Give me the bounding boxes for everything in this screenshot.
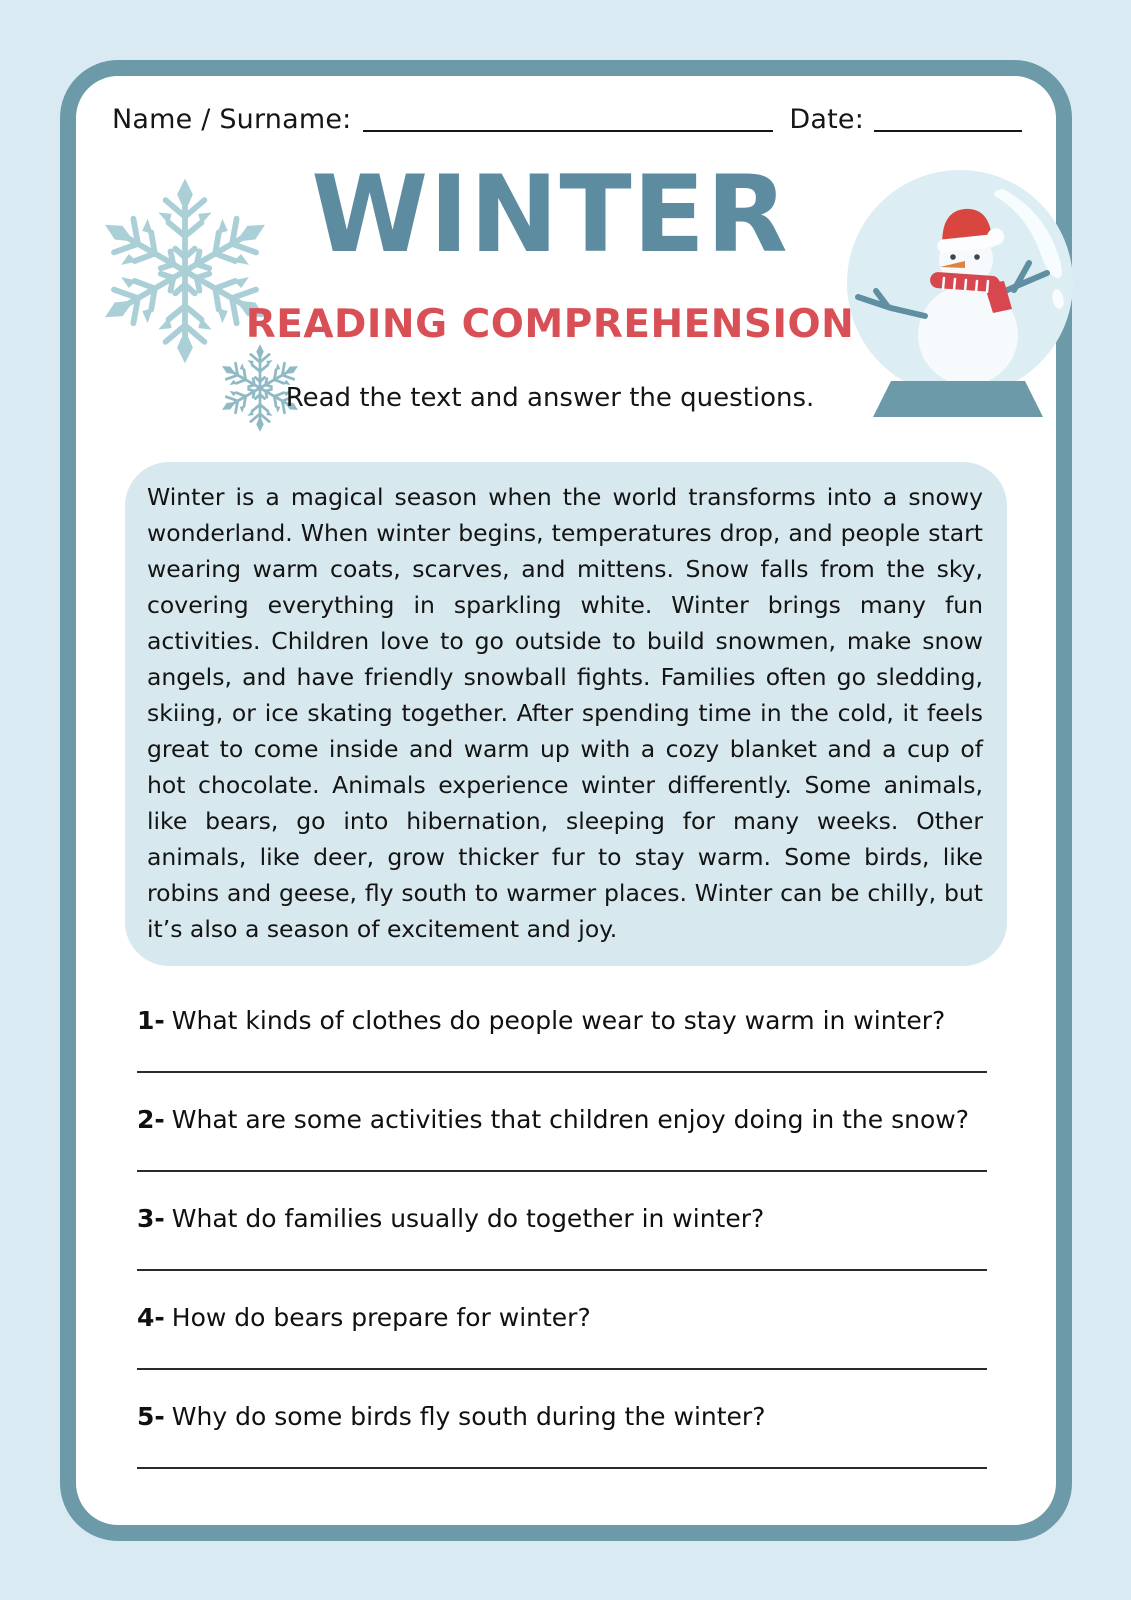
question-number: 4- <box>137 1303 165 1332</box>
question-number: 5- <box>137 1402 165 1431</box>
snow-globe-illustration <box>845 167 1077 419</box>
passage-text: Winter is a magical season when the world transforms into a snowy wonderland. When winter begins, temperatures drop, and people start wearing warm coats, scarves, and mittens. Snow falls from the sky, covering everything in sparkling white. Winter brings many fun activities. Children love to go outside to build snowmen, make snow angels, and have friendly snowball fights. Families often go sledding, skiing, or ice skating together. After spending time in the cold, it feels great to come inside and warm up with a cozy blanket and a cup of hot chocolate. Animals experience winter differently. Some animals, like bears, go into hibernation, sleeping for many weeks. Other animals, like deer, grow thicker fur to stay warm. Some birds, like robins and geese, fly south to warmer places. Winter can be chilly, but it’s also a season of excitement and joy. <box>147 483 983 943</box>
question-text <box>137 1004 987 1038</box>
name-surname-label: Name / Surname: <box>112 104 352 135</box>
question-item <box>137 1202 987 1271</box>
question-number: 3- <box>137 1204 165 1233</box>
answer-line[interactable] <box>137 1368 987 1370</box>
worksheet-title: WINTER <box>311 153 789 276</box>
question-item <box>137 1004 987 1073</box>
answer-line[interactable] <box>137 1467 987 1469</box>
question-label: What are some activities that children enjoy doing in the snow? <box>171 1105 969 1134</box>
globe-base <box>873 381 1043 417</box>
questions-section <box>137 1004 987 1499</box>
question-text <box>137 1301 987 1335</box>
answer-line[interactable] <box>137 1269 987 1271</box>
header-row <box>112 104 1022 135</box>
worksheet-subtitle: READING COMPREHENSION <box>245 302 855 347</box>
question-number: 2- <box>137 1105 165 1134</box>
question-label: How do bears prepare for winter? <box>171 1303 591 1332</box>
question-item <box>137 1301 987 1370</box>
answer-line[interactable] <box>137 1170 987 1172</box>
question-item <box>137 1103 987 1172</box>
answer-line[interactable] <box>137 1071 987 1073</box>
question-text <box>137 1103 987 1137</box>
question-label: What do families usually do together in winter? <box>171 1204 765 1233</box>
question-label: Why do some birds fly south during the winter? <box>171 1402 766 1431</box>
name-write-line[interactable] <box>363 106 773 132</box>
instruction-text: Read the text and answer the questions. <box>285 383 815 413</box>
date-label: Date: <box>789 104 864 135</box>
question-number: 1- <box>137 1006 165 1035</box>
date-write-line[interactable] <box>874 106 1022 132</box>
question-item <box>137 1400 987 1469</box>
question-text <box>137 1400 987 1434</box>
question-text <box>137 1202 987 1236</box>
passage-box <box>125 462 1007 966</box>
question-label: What kinds of clothes do people wear to stay warm in winter? <box>171 1006 946 1035</box>
